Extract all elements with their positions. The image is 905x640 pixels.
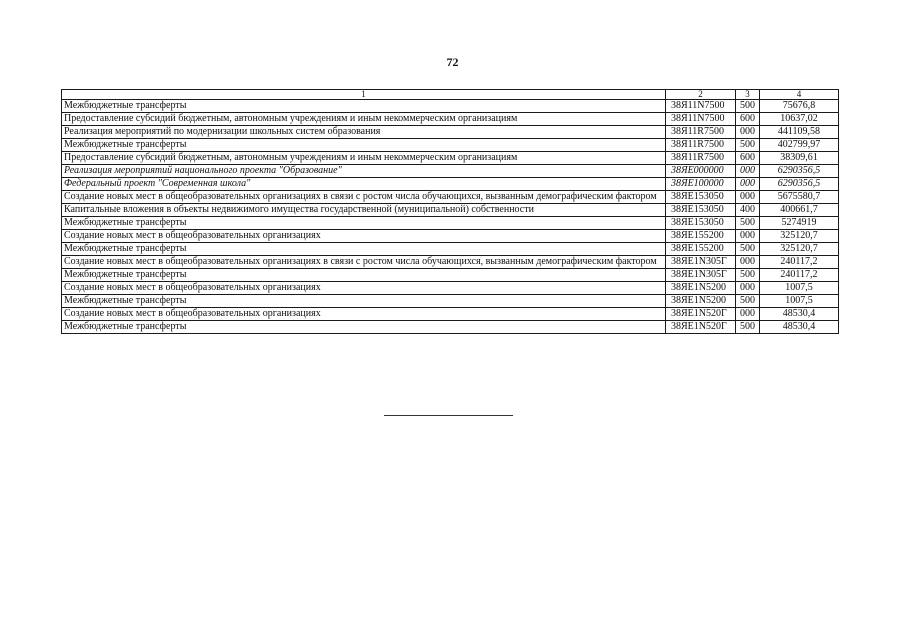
cell-name: Предоставление субсидий бюджетным, автономным учреждениям и иным некоммерческим организациям bbox=[62, 152, 666, 165]
table-row bbox=[62, 243, 839, 256]
cell-code: 38Я11R7500 bbox=[666, 126, 736, 139]
cell-code: 38ЯE153050 bbox=[666, 191, 736, 204]
table-row bbox=[62, 230, 839, 243]
cell-type: 600 bbox=[736, 113, 760, 126]
column-header-amount: 4 bbox=[760, 90, 839, 100]
cell-code: 38ЯE1N5200 bbox=[666, 295, 736, 308]
cell-name: Реализация мероприятий по модернизации школьных систем образования bbox=[62, 126, 666, 139]
page-number: 72 bbox=[446, 55, 459, 69]
cell-name: Федеральный проект "Современная школа" bbox=[62, 178, 666, 191]
cell-name: Реализация мероприятий национального проекта "Образование" bbox=[62, 165, 666, 178]
table-row bbox=[62, 308, 839, 321]
table-row bbox=[62, 139, 839, 152]
cell-amount: 325120,7 bbox=[760, 230, 839, 243]
cell-type: 400 bbox=[736, 204, 760, 217]
table-row bbox=[62, 100, 839, 113]
cell-type: 500 bbox=[736, 139, 760, 152]
cell-type: 600 bbox=[736, 152, 760, 165]
cell-name: Создание новых мест в общеобразовательных организациях в связи с ростом числа обучающихся, вызванным демографическим фактором bbox=[62, 256, 666, 269]
table-row bbox=[62, 295, 839, 308]
cell-type: 000 bbox=[736, 308, 760, 321]
cell-type: 000 bbox=[736, 191, 760, 204]
cell-amount: 10637,02 bbox=[760, 113, 839, 126]
cell-code: 38ЯE100000 bbox=[666, 178, 736, 191]
cell-code: 38ЯE1N305Г bbox=[666, 269, 736, 282]
cell-type: 000 bbox=[736, 256, 760, 269]
cell-code: 38ЯE1N305Г bbox=[666, 256, 736, 269]
column-header-name: 1 bbox=[62, 90, 666, 100]
cell-name: Межбюджетные трансферты bbox=[62, 100, 666, 113]
cell-amount: 240117,2 bbox=[760, 269, 839, 282]
cell-code: 38Я11R7500 bbox=[666, 139, 736, 152]
cell-name: Межбюджетные трансферты bbox=[62, 269, 666, 282]
cell-amount: 1007,5 bbox=[760, 282, 839, 295]
cell-amount: 400661,7 bbox=[760, 204, 839, 217]
table-row bbox=[62, 152, 839, 165]
cell-type: 500 bbox=[736, 269, 760, 282]
cell-amount: 5274919 bbox=[760, 217, 839, 230]
cell-name: Создание новых мест в общеобразовательных организациях bbox=[62, 282, 666, 295]
cell-type: 500 bbox=[736, 100, 760, 113]
cell-amount: 240117,2 bbox=[760, 256, 839, 269]
cell-code: 38ЯE000000 bbox=[666, 165, 736, 178]
cell-amount: 325120,7 bbox=[760, 243, 839, 256]
table-row bbox=[62, 191, 839, 204]
cell-name: Межбюджетные трансферты bbox=[62, 243, 666, 256]
cell-amount: 402799,97 bbox=[760, 139, 839, 152]
table-row bbox=[62, 204, 839, 217]
table-row bbox=[62, 282, 839, 295]
cell-amount: 6290356,5 bbox=[760, 178, 839, 191]
cell-code: 38Я11N7500 bbox=[666, 113, 736, 126]
cell-name: Создание новых мест в общеобразовательных организациях bbox=[62, 230, 666, 243]
column-header-type: 3 bbox=[736, 90, 760, 100]
cell-code: 38ЯE155200 bbox=[666, 243, 736, 256]
table-row bbox=[62, 269, 839, 282]
cell-type: 000 bbox=[736, 178, 760, 191]
cell-amount: 441109,58 bbox=[760, 126, 839, 139]
cell-amount: 75676,8 bbox=[760, 100, 839, 113]
cell-code: 38ЯE1N5200 bbox=[666, 282, 736, 295]
cell-name: Создание новых мест в общеобразовательных организациях в связи с ростом числа обучающихся, вызванным демографическим фактором bbox=[62, 191, 666, 204]
cell-name: Межбюджетные трансферты bbox=[62, 139, 666, 152]
cell-type: 000 bbox=[736, 126, 760, 139]
cell-amount: 48530,4 bbox=[760, 321, 839, 334]
table-row bbox=[62, 217, 839, 230]
cell-code: 38Я11N7500 bbox=[666, 100, 736, 113]
cell-type: 000 bbox=[736, 165, 760, 178]
cell-amount: 5675580,7 bbox=[760, 191, 839, 204]
header-row bbox=[62, 90, 839, 100]
table-row bbox=[62, 178, 839, 191]
cell-code: 38ЯE1N520Г bbox=[666, 308, 736, 321]
cell-type: 500 bbox=[736, 321, 760, 334]
cell-name: Межбюджетные трансферты bbox=[62, 217, 666, 230]
cell-name: Межбюджетные трансферты bbox=[62, 295, 666, 308]
cell-name: Капитальные вложения в объекты недвижимого имущества государственной (муниципальной) собственности bbox=[62, 204, 666, 217]
cell-name: Предоставление субсидий бюджетным, автономным учреждениям и иным некоммерческим организациям bbox=[62, 113, 666, 126]
cell-amount: 6290356,5 bbox=[760, 165, 839, 178]
cell-code: 38ЯE153050 bbox=[666, 217, 736, 230]
table-row bbox=[62, 126, 839, 139]
cell-code: 38ЯE153050 bbox=[666, 204, 736, 217]
cell-amount: 1007,5 bbox=[760, 295, 839, 308]
cell-code: 38ЯE1N520Г bbox=[666, 321, 736, 334]
cell-amount: 48530,4 bbox=[760, 308, 839, 321]
cell-name: Создание новых мест в общеобразовательных организациях bbox=[62, 308, 666, 321]
cell-code: 38ЯE155200 bbox=[666, 230, 736, 243]
cell-type: 000 bbox=[736, 230, 760, 243]
cell-type: 500 bbox=[736, 295, 760, 308]
cell-type: 500 bbox=[736, 243, 760, 256]
budget-table bbox=[61, 89, 839, 334]
cell-type: 500 bbox=[736, 217, 760, 230]
table-row bbox=[62, 165, 839, 178]
table-row bbox=[62, 321, 839, 334]
cell-amount: 38309,61 bbox=[760, 152, 839, 165]
table-row bbox=[62, 113, 839, 126]
cell-type: 000 bbox=[736, 282, 760, 295]
divider-line bbox=[384, 415, 513, 416]
cell-code: 38Я11R7500 bbox=[666, 152, 736, 165]
cell-name: Межбюджетные трансферты bbox=[62, 321, 666, 334]
column-header-code: 2 bbox=[666, 90, 736, 100]
table-body bbox=[62, 100, 839, 334]
table-row bbox=[62, 256, 839, 269]
